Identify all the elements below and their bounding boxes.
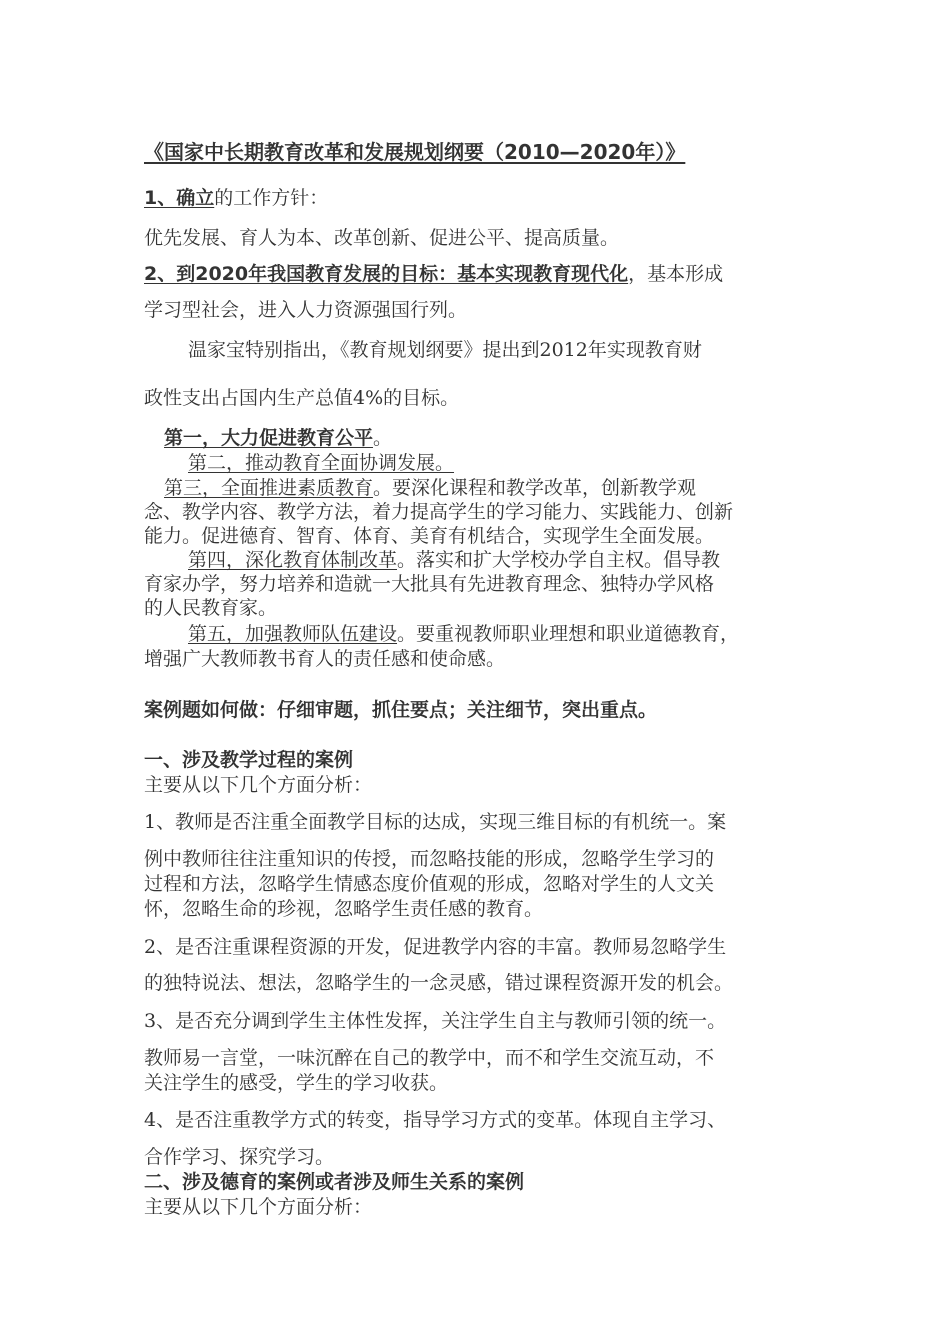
section-2-line-2: 学习型社会，进入人力资源强国行列。 xyxy=(144,299,468,321)
point-3-tail: 。要深化课程和教学改革，创新教学观 xyxy=(373,477,697,499)
section-1-number: 1、确立 xyxy=(144,187,215,209)
section-1-body: 优先发展、育人为本、改革创新、促进公平、提高质量。 xyxy=(144,227,620,249)
item-1-line-3: 过程和方法，忽略学生情感态度价值观的形成，忽略对学生的人文关 xyxy=(144,873,715,895)
point-5 xyxy=(188,622,739,646)
point-2: 第二，推动教育全面协调发展。 xyxy=(188,452,455,474)
item-1-line-2: 例中教师往往注重知识的传授，而忽略技能的形成，忽略学生学习的 xyxy=(144,848,715,870)
point-1-head: 第一，大力促进教育公平 xyxy=(164,427,374,449)
section-2-head xyxy=(144,263,628,285)
point-4-tail: 。落实和扩大学校办学自主权。倡导教 xyxy=(397,549,721,571)
wen-line-1: 温家宝特别指出，《教育规划纲要》提出到2012年实现教育财 xyxy=(188,339,702,361)
section-2-head-rest: ，基本形成 xyxy=(628,263,724,285)
item-1-line-1: 1、教师是否注重全面教学目标的达成，实现三维目标的有机统一。案 xyxy=(144,811,727,833)
point-3-head-wrap xyxy=(144,477,373,499)
point-3-head: 第三，全面推进素质教育 xyxy=(164,477,374,499)
section-two-intro: 主要从以下几个方面分析： xyxy=(144,1196,373,1218)
section-2-heading xyxy=(144,262,723,286)
item-2-line-2: 的独特说法、想法，忽略学生的一念灵感，错过课程资源开发的机会。 xyxy=(144,972,734,994)
section-2-head-text: 2、到2020年我国教育发展的目标：基本实现教育现代化 xyxy=(144,263,629,285)
section-1-heading xyxy=(144,186,328,210)
point-4-line-3: 的人民教育家。 xyxy=(144,597,278,619)
item-3-line-3: 关注学生的感受，学生的学习收获。 xyxy=(144,1072,449,1094)
point-3 xyxy=(144,476,696,500)
point-1 xyxy=(144,426,392,450)
item-3-line-2: 教师易一言堂，一味沉醉在自己的教学中，而不和学生交流互动，不 xyxy=(144,1047,715,1069)
point-5-line-2: 增强广大教师教书育人的责任感和使命感。 xyxy=(144,648,506,670)
section-one-intro: 主要从以下几个方面分析： xyxy=(144,774,373,796)
point-1-head-wrap xyxy=(144,427,373,449)
item-1-line-4: 怀，忽略生命的珍视，忽略学生责任感的教育。 xyxy=(144,898,544,920)
point-3-line-3: 能力。促进德育、智育、体育、美育有机结合，实现学生全面发展。 xyxy=(144,525,715,547)
point-1-tail: 。 xyxy=(373,427,393,449)
section-1-heading-rest: 的工作方针： xyxy=(214,187,329,209)
item-3-line-1: 3、是否充分调到学生主体性发挥，关注学生自主与教师引领的统一。 xyxy=(144,1010,727,1032)
case-heading: 案例题如何做：仔细审题，抓住要点；关注细节，突出重点。 xyxy=(144,699,658,721)
point-4-line-2: 育家办学，努力培养和造就一大批具有先进教育理念、独特办学风格 xyxy=(144,573,715,595)
item-4-line-2: 合作学习、探究学习。 xyxy=(144,1146,335,1168)
item-4-line-1: 4、是否注重教学方式的转变，指导学习方式的变革。体现自主学习、 xyxy=(144,1109,727,1131)
item-2-line-1: 2、是否注重课程资源的开发，促进教学内容的丰富。教师易忽略学生 xyxy=(144,936,727,958)
wen-line-2: 政性支出占国内生产总值4%的目标。 xyxy=(144,387,460,409)
doc-title: 《国家中长期教育改革和发展规划纲要（2010—2020年）》 xyxy=(144,140,686,164)
point-4 xyxy=(188,548,720,572)
section-two-heading: 二、涉及德育的案例或者涉及师生关系的案例 xyxy=(144,1171,525,1193)
point-5-tail: 。要重视教师职业理想和职业道德教育， xyxy=(397,623,740,645)
point-5-head: 第五，加强教师队伍建设 xyxy=(188,623,398,645)
section-one-heading: 一、涉及教学过程的案例 xyxy=(144,749,354,771)
point-4-head: 第四，深化教育体制改革 xyxy=(188,549,398,571)
point-3-line-2: 念、教学内容、教学方法，着力提高学生的学习能力、实践能力、创新 xyxy=(144,501,734,523)
